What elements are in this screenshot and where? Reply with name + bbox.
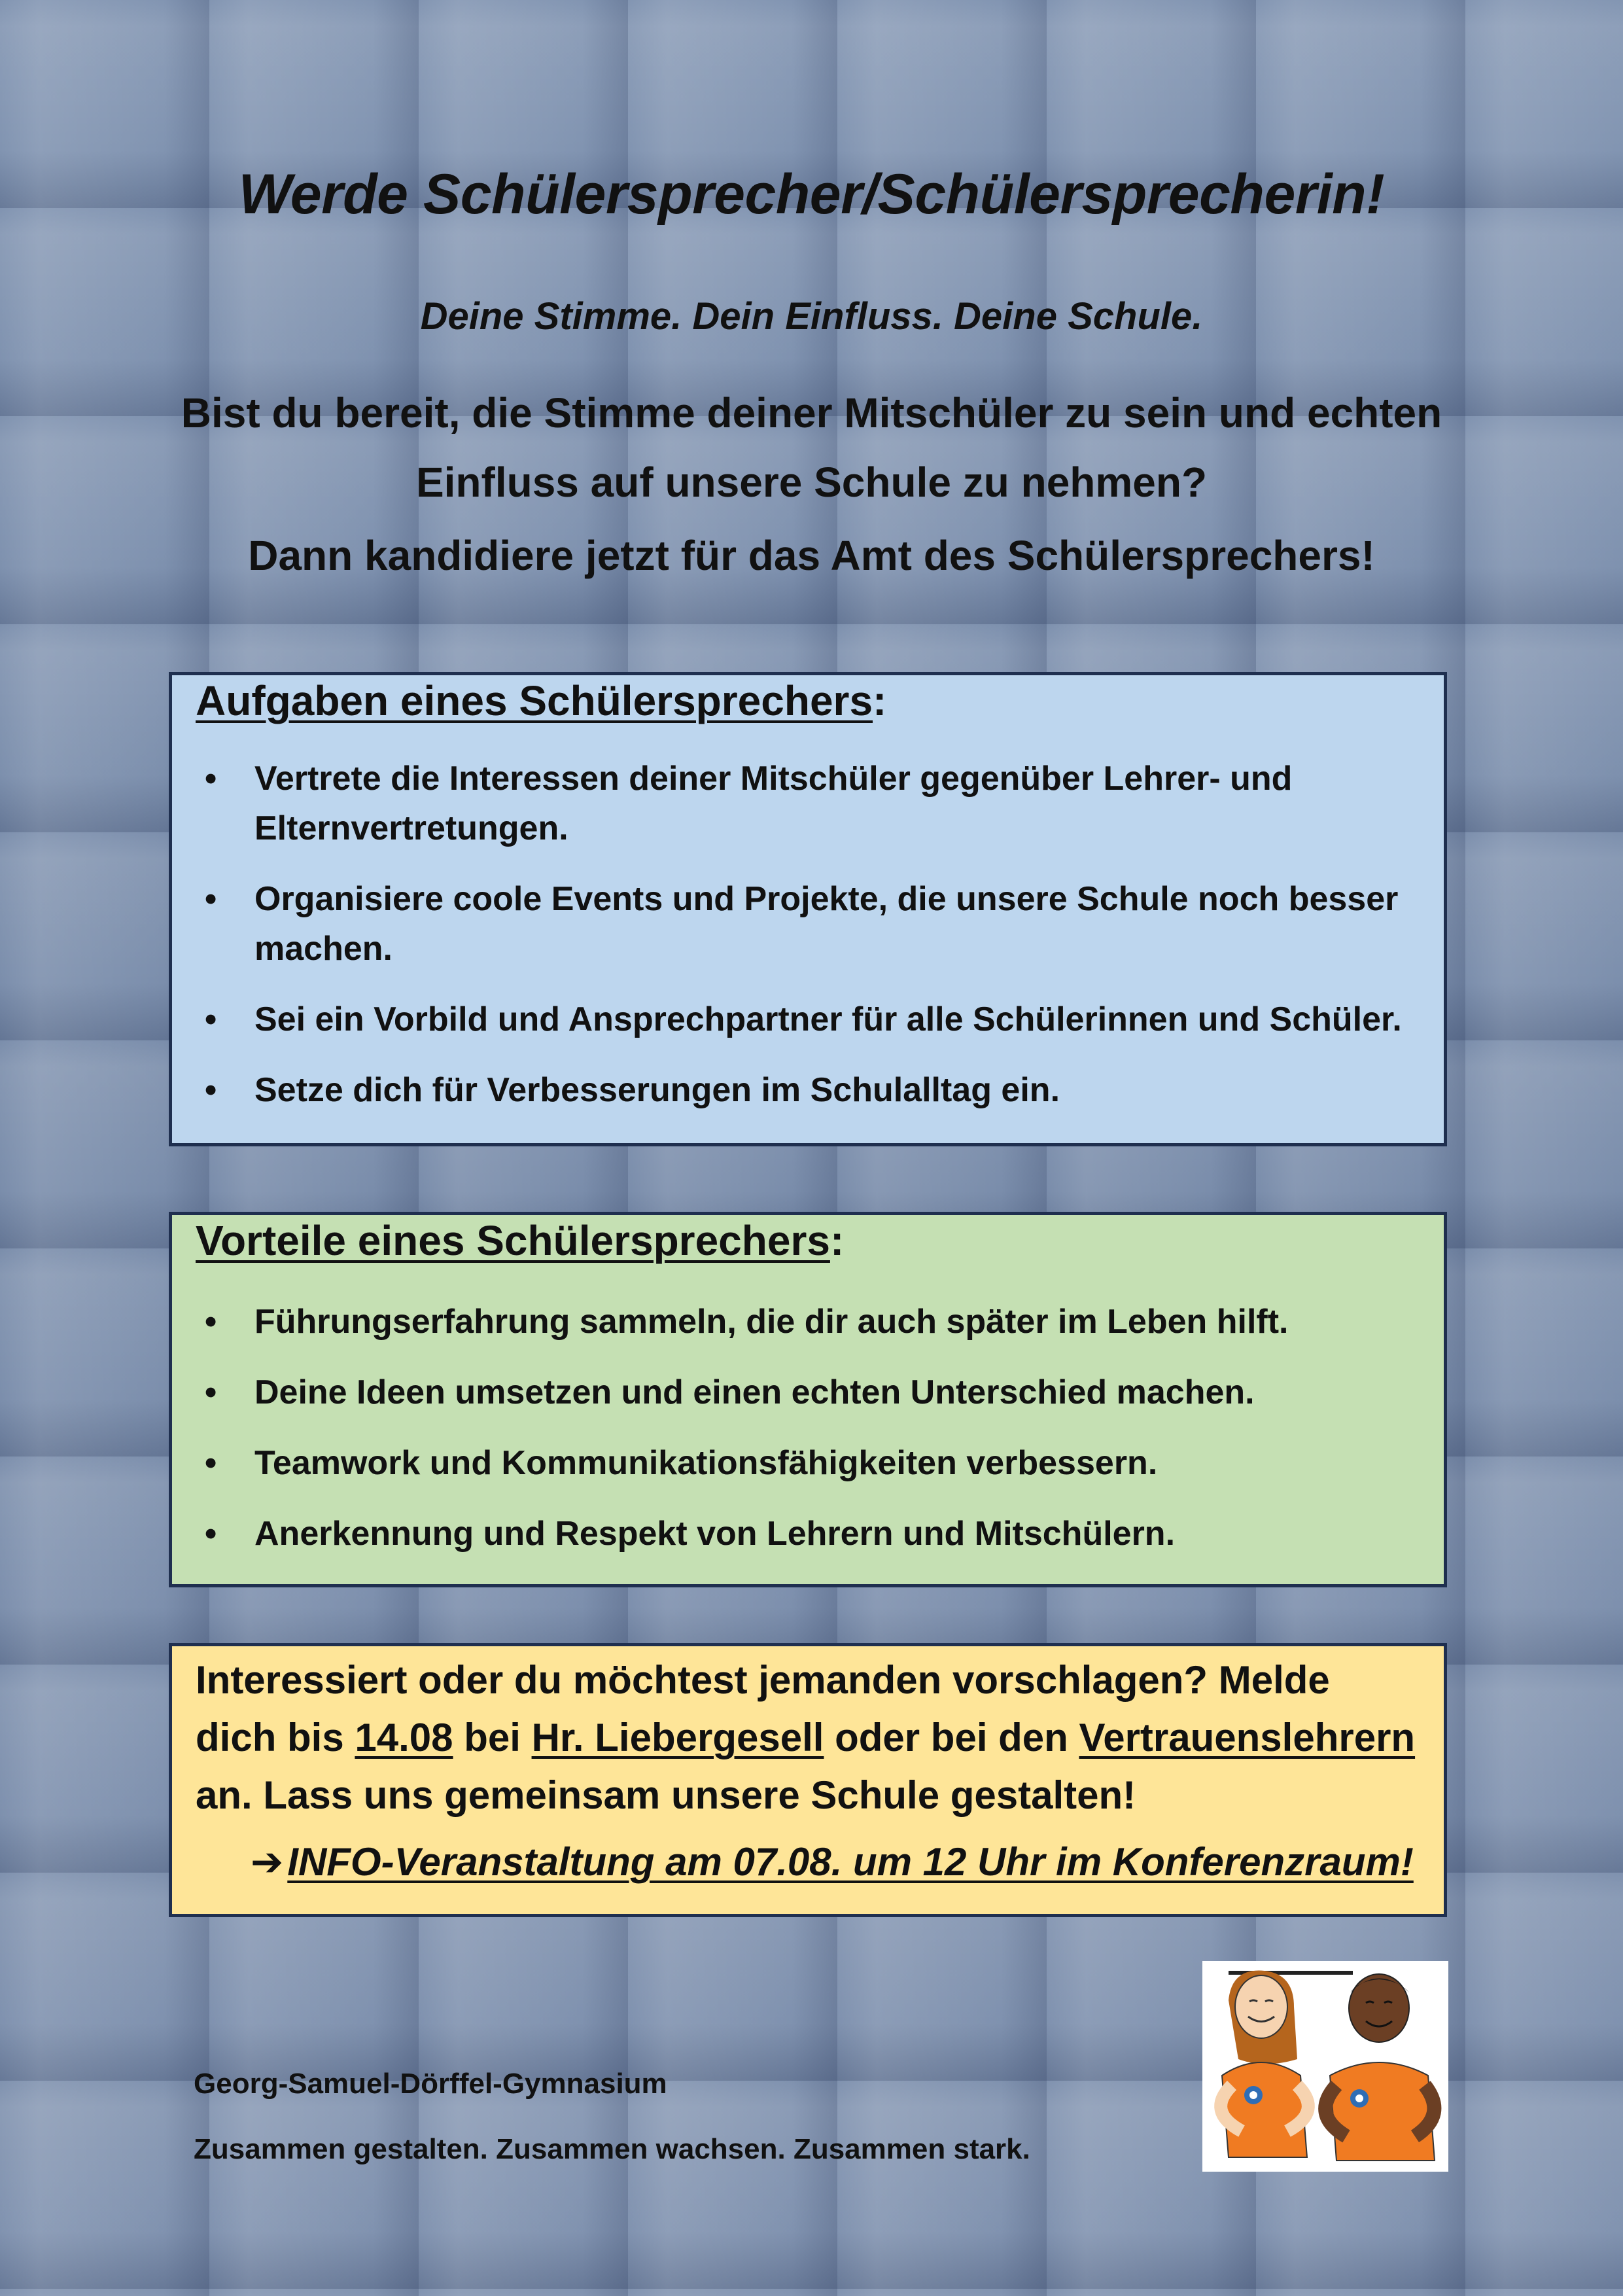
list-item xyxy=(196,1509,1405,1559)
list-item-text: Organisiere coole Events und Projekte, die unsere Schule noch besser machen. xyxy=(254,880,1399,968)
tasks-box xyxy=(169,672,1447,1146)
contact-text xyxy=(196,1651,1418,1824)
benefits-list xyxy=(196,1297,1405,1580)
intro-question: Bist du bereit, die Stimme deiner Mitschüler zu sein und echten Einfluss auf unsere Schule zu nehmen? xyxy=(181,389,1442,506)
list-item-text: Deine Ideen umsetzen und einen echten Unterschied machen. xyxy=(254,1373,1255,1411)
mascot-image xyxy=(1202,1961,1448,2172)
list-item-text: Sei ein Vorbild und Ansprechpartner für alle Schülerinnen und Schüler. xyxy=(254,1000,1402,1038)
call-to-action: Dann kandidiere jetzt für das Amt des Schülersprechers! xyxy=(248,532,1375,579)
tasks-heading-colon: : xyxy=(873,677,887,724)
list-item xyxy=(196,1438,1405,1488)
contact-box xyxy=(169,1643,1447,1917)
bullet-icon: • xyxy=(205,880,217,918)
list-item xyxy=(196,754,1405,853)
list-item-text: Führungserfahrung sammeln, die dir auch später im Leben hilft. xyxy=(254,1303,1289,1341)
bullet-icon: • xyxy=(205,1373,217,1411)
bullet-icon: • xyxy=(205,1071,217,1109)
deadline-date: 14.08 xyxy=(355,1716,453,1759)
benefits-heading xyxy=(196,1216,844,1265)
bullet-icon: • xyxy=(205,1515,217,1553)
bullet-icon: • xyxy=(205,1000,217,1038)
info-event-text: INFO-Veranstaltung am 07.08. um 12 Uhr im Konferenzraum! xyxy=(287,1840,1414,1884)
mascot-illustration-icon xyxy=(1202,1961,1448,2172)
trust-teachers: Vertrauenslehrern xyxy=(1079,1716,1416,1759)
benefits-box xyxy=(169,1212,1447,1587)
list-item xyxy=(196,995,1405,1044)
poster-title: Werde Schülersprecher/Schülersprecherin! xyxy=(238,163,1385,226)
school-name: Georg-Samuel-Dörffel-Gymnasium xyxy=(194,2068,667,2100)
list-item-text: Anerkennung und Respekt von Lehrern und Mitschülern. xyxy=(254,1515,1176,1553)
poster-subtitle: Deine Stimme. Dein Einfluss. Deine Schule. xyxy=(420,295,1203,338)
school-slogan: Zusammen gestalten. Zusammen wachsen. Zusammen stark. xyxy=(194,2133,1030,2165)
bullet-icon: • xyxy=(205,760,217,798)
tasks-list xyxy=(196,754,1405,1136)
list-item xyxy=(196,1065,1405,1115)
contact-text-part: bei xyxy=(453,1716,532,1759)
contact-person: Hr. Liebergesell xyxy=(531,1716,824,1759)
tasks-heading xyxy=(196,677,886,725)
arrow-right-icon: ➔ xyxy=(251,1840,284,1884)
contact-text-part: Interessiert oder du möchtest jemanden vorschlagen? Melde dich bis xyxy=(196,1658,1330,1759)
benefits-heading-colon: : xyxy=(829,1217,845,1264)
info-event-line xyxy=(251,1839,1414,1885)
list-item-text: Setze dich für Verbesserungen im Schulalltag ein. xyxy=(254,1071,1060,1109)
tasks-heading-text: Aufgaben eines Schülersprechers xyxy=(196,677,873,724)
contact-text-part: oder bei den xyxy=(824,1716,1079,1759)
list-item-text: Vertrete die Interessen deiner Mitschüler gegenüber Lehrer- und Elternvertretungen. xyxy=(254,760,1293,847)
list-item xyxy=(196,1297,1405,1347)
bullet-icon: • xyxy=(205,1444,217,1482)
list-item xyxy=(196,1368,1405,1417)
bullet-icon: • xyxy=(205,1303,217,1341)
benefits-heading-text: Vorteile eines Schülersprechers xyxy=(196,1217,830,1264)
list-item-text: Teamwork und Kommunikationsfähigkeiten verbessern. xyxy=(254,1444,1158,1482)
list-item xyxy=(196,874,1405,974)
contact-text-part: an. Lass uns gemeinsam unsere Schule gestalten! xyxy=(196,1773,1136,1817)
